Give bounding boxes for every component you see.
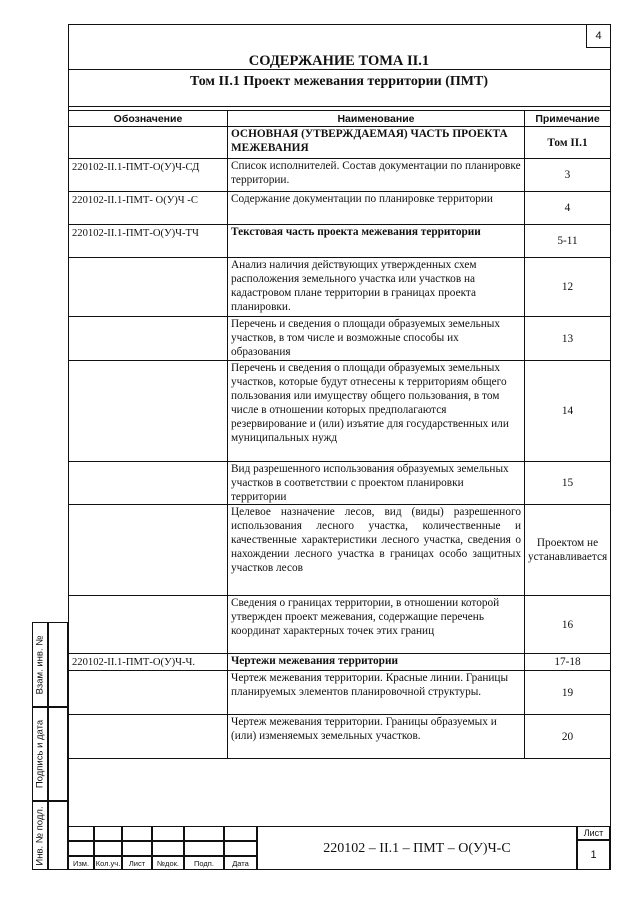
row-name: Список исполнителей. Состав документации по планировке территории.	[228, 159, 525, 192]
stamp-cell	[122, 826, 152, 841]
table-row	[69, 596, 611, 654]
row-name: Перечень и сведения о площади образуемых земельных участков, в том числе и возможные способы их образования	[228, 317, 525, 361]
stamp-cell	[224, 841, 257, 856]
stamp-cell	[152, 841, 184, 856]
row-note: 17-18	[525, 654, 611, 671]
table-row	[69, 671, 611, 715]
stamp-header-doc: №док.	[152, 856, 184, 870]
stamp-cell	[122, 841, 152, 856]
row-name: Чертеж межевания территории. Границы образуемых и (или) изменяемых земельных участков.	[228, 715, 525, 759]
row-code: 220102-II.1-ПМТ-О(У)Ч-Ч.	[69, 654, 228, 671]
side-label-text: Подпись и дата	[34, 719, 46, 789]
table-row	[69, 654, 611, 671]
side-field-replace-inv	[48, 622, 68, 707]
row-note: Проектом не устанавливается	[525, 505, 611, 596]
column-header-note: Примечание	[525, 111, 611, 127]
page-number: 4	[586, 24, 611, 48]
stamp-cell	[152, 826, 184, 841]
table-row	[69, 505, 611, 596]
stamp-cell	[94, 826, 122, 841]
sheet-label: Лист	[577, 826, 610, 840]
stamp-header-date: Дата	[224, 856, 257, 870]
row-note: 20	[525, 715, 611, 759]
row-name: Перечень и сведения о площади образуемых земельных участков, которые будут отнесены к территориям общего пользования или имуществу общего пользования, в том числе в отношении которых предполагаются резервирование и (или) изъятие для государственных или муниципальных нужд	[228, 361, 525, 462]
row-note: 19	[525, 671, 611, 715]
row-code	[69, 317, 228, 361]
sheet-number: 1	[577, 840, 610, 870]
table-row	[69, 192, 611, 225]
row-name: Содержание документации по планировке территории	[228, 192, 525, 225]
side-label-text: Взам. инв. №	[34, 635, 46, 694]
row-note: 5-11	[525, 225, 611, 258]
row-note: 13	[525, 317, 611, 361]
stamp-cell	[68, 841, 94, 856]
table-row	[69, 127, 611, 159]
row-note: 16	[525, 596, 611, 654]
row-note: 3	[525, 159, 611, 192]
stamp-header-sheet: Лист	[122, 856, 152, 870]
row-code	[69, 671, 228, 715]
column-header-name: Наименование	[228, 111, 525, 127]
row-code: 220102-II.1-ПМТ- О(У)Ч -С	[69, 192, 228, 225]
row-name: Текстовая часть проекта межевания территории	[228, 225, 525, 258]
row-code	[69, 715, 228, 759]
side-label-replace-inv	[32, 622, 48, 707]
document-code: 220102 – II.1 – ПМТ – О(У)Ч-С	[257, 826, 577, 870]
stamp-cell	[94, 841, 122, 856]
row-code	[69, 462, 228, 505]
table-row	[69, 159, 611, 192]
table-row	[69, 258, 611, 317]
stamp-cell	[184, 826, 224, 841]
stamp-header-qty: Кол.уч.	[94, 856, 122, 870]
row-name: Вид разрешенного использования образуемых земельных участков в соответствии с проектом планировки территории	[228, 462, 525, 505]
volume-title: Том II.1 Проект межевания территории (ПМТ)	[189, 74, 488, 89]
stamp-cell	[184, 841, 224, 856]
row-note: 14	[525, 361, 611, 462]
row-name: ОСНОВНАЯ (УТВЕРЖДАЕМАЯ) ЧАСТЬ ПРОЕКТА МЕЖЕВАНИЯ	[228, 127, 525, 159]
row-note: Том II.1	[525, 127, 611, 159]
table-row	[69, 225, 611, 258]
row-code: 220102-II.1-ПМТ-О(У)Ч-ТЧ	[69, 225, 228, 258]
side-label-original-inv	[32, 801, 48, 870]
row-name: Целевое назначение лесов, вид (виды) разрешенного использования лесного участка, количественные и качественные характеристики лесного участка, сведения о нахождении лесного участка в границах особо защитных участков лесов	[228, 505, 525, 596]
row-name: Чертежи межевания территории	[228, 654, 525, 671]
stamp-header-sign: Подп.	[184, 856, 224, 870]
row-code	[69, 361, 228, 462]
side-label-text: Инв. № подл.	[34, 805, 46, 866]
table-header-row	[69, 111, 611, 127]
row-code	[69, 596, 228, 654]
row-note: 4	[525, 192, 611, 225]
side-field-original-inv	[48, 801, 68, 870]
row-code	[69, 505, 228, 596]
table-row	[69, 317, 611, 361]
row-code	[69, 258, 228, 317]
contents-table	[68, 110, 611, 759]
stamp-cell	[224, 826, 257, 841]
table-row	[69, 715, 611, 759]
page-title: СОДЕРЖАНИЕ ТОМА II.1	[248, 53, 430, 69]
row-name: Сведения о границах территории, в отношении которой утвержден проект межевания, содержащие перечень координат характерных точек этих границ	[228, 596, 525, 654]
row-note: 12	[525, 258, 611, 317]
table-row	[69, 462, 611, 505]
row-name: Анализ наличия действующих утвержденных схем расположения земельного участка или участков на кадастровом плане территории в границах проекта планировки.	[228, 258, 525, 317]
side-field-signature-date	[48, 707, 68, 801]
side-label-signature-date	[32, 707, 48, 801]
row-code	[69, 127, 228, 159]
stamp-cell	[68, 826, 94, 841]
stamp-header-change: Изм.	[68, 856, 94, 870]
row-note: 15	[525, 462, 611, 505]
column-header-code: Обозначение	[69, 111, 228, 127]
row-name: Чертеж межевания территории. Красные линии. Границы планируемых элементов планировочной структуры.	[228, 671, 525, 715]
table-row	[69, 361, 611, 462]
row-code: 220102-II.1-ПМТ-О(У)Ч-СД	[69, 159, 228, 192]
